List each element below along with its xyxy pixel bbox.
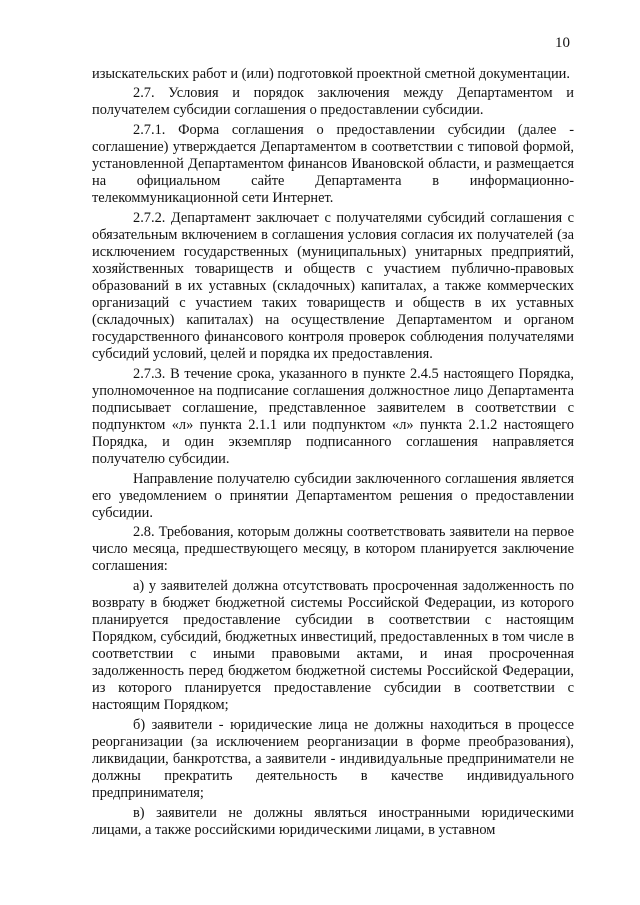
paragraph-continuation: изыскательских работ и (или) подготовкой проектной сметной документации.	[92, 66, 570, 82]
paragraph-notification: Направление получателю субсидии заключенного соглашения является его уведомлением о принятии Департаментом решения о предоставлении субсидии.	[92, 470, 574, 521]
paragraph-2-7-2: 2.7.2. Департамент заключает с получателями субсидий соглашения с обязательным включением в соглашения условия согласия их получателей (за исключением государственных (муниципальных) унитарных предприятий, хозяйственных товариществ и обществ с участием публично-правовых образований в их уставных (складочных) капиталах, а также коммерческих организаций с участием таких товариществ и обществ в их уставных (складочных) капиталах) на осуществление Департаментом и органом государственного финансового контроля проверок соблюдения получателями субсидий условий, целей и порядка их предоставления.	[92, 209, 574, 363]
paragraph-item-b: б) заявители - юридические лица не должны находиться в процессе реорганизации (за исключением реорганизации в форме преобразования), ликвидации, банкротства, а заявители - индивидуальные предприниматели не должны прекратить деятельность в качестве индивидуального предпринимателя;	[92, 716, 574, 802]
paragraph-2-7-3: 2.7.3. В течение срока, указанного в пункте 2.4.5 настоящего Порядка, уполномоченное на подписание соглашения должностное лицо Департамента подписывает соглашение, представленное заявителем в соответствии с подпунктом «л» пункта 2.1.1 или подпунктом «л» пункта 2.1.2 настоящего Порядка, и один экземпляр подписанного соглашения направляется получателю субсидии.	[92, 365, 574, 468]
paragraph-item-v: в) заявители не должны являться иностранными юридическими лицами, а также российскими юридическими лицами, в уставном	[92, 804, 574, 838]
document-body	[92, 66, 574, 841]
paragraph-2-7-1: 2.7.1. Форма соглашения о предоставлении субсидии (далее - соглашение) утверждается Департаментом в соответствии с типовой формой, установленной Департаментом финансов Ивановской области, и размещается на официальном сайте Департамента в информационно-телекоммуникационной сети Интернет.	[92, 121, 574, 207]
page-number: 10	[555, 35, 570, 51]
paragraph-2-7: 2.7. Условия и порядок заключения между Департаментом и получателем субсидии соглашения о предоставлении субсидии.	[92, 85, 574, 119]
paragraph-item-a: а) у заявителей должна отсутствовать просроченная задолженность по возврату в бюджет бюджетной системы Российской Федерации, из которого планируется предоставление субсидии в соответствии с настоящим Порядком, субсидий, бюджетных инвестиций, предоставленных в том числе в соответствии с иными правовыми актами, и иная просроченная задолженность перед бюджетом бюджетной системы Российской Федерации, из которого планируется предоставление субсидии в соответствии с настоящим Порядком;	[92, 577, 574, 714]
paragraph-2-8: 2.8. Требования, которым должны соответствовать заявители на первое число месяца, предшествующего месяцу, в котором планируется заключение соглашения:	[92, 524, 574, 575]
